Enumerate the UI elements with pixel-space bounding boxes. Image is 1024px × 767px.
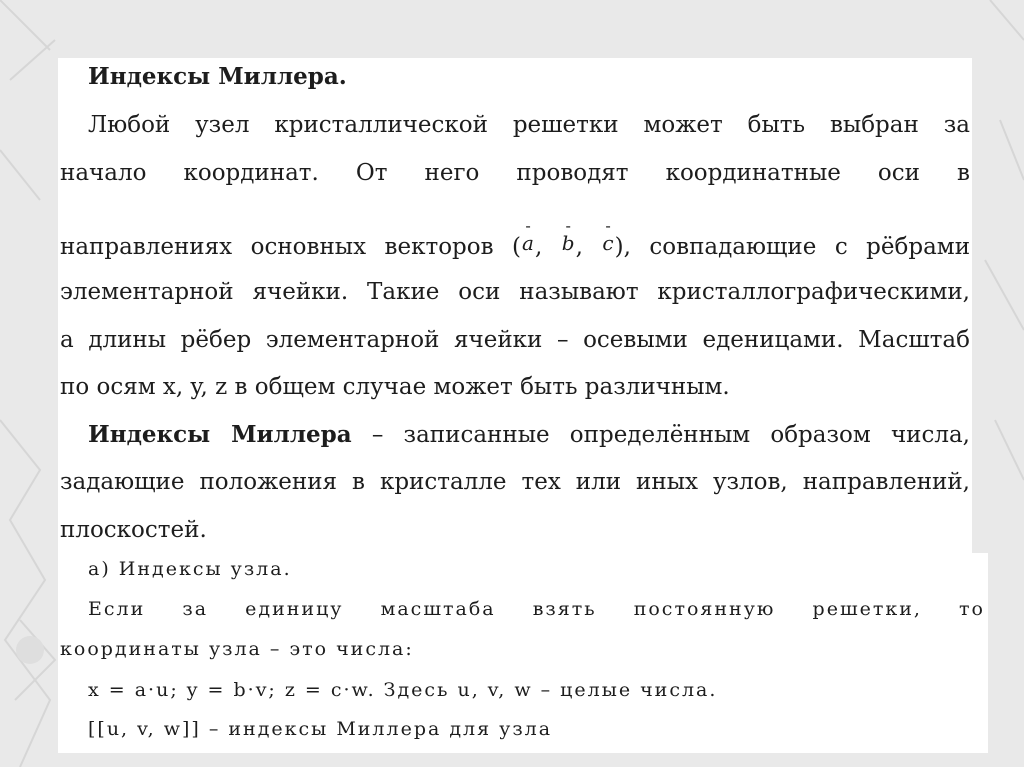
para1-line1: Любой узел кристаллической решетки может быть выбран за — [88, 112, 970, 138]
section-a-line4: [[u, v, w]] – индексы Миллера для узла — [88, 718, 553, 740]
miller-indices-term: Индексы Миллера — [88, 421, 352, 448]
section-a-title: а) Индексы узла. — [88, 558, 292, 580]
vector-b-letter: b — [561, 231, 575, 255]
heading: Индексы Миллера. — [88, 63, 347, 90]
para1-line5: а длины рёбер элементарной ячейки – осевыми еденицами. Масштаб — [60, 327, 970, 353]
separator-1: , — [534, 234, 543, 260]
vector-c — [601, 216, 614, 258]
section-a-line2: координаты узла – это числа: — [60, 638, 414, 660]
vector-c-letter: c — [602, 231, 614, 255]
para1-line3 — [60, 216, 971, 262]
para1-line6: по осям x, y, z в общем случае может быть различным. — [60, 374, 730, 400]
vector-b-bar: - — [565, 216, 571, 235]
para1-line3-start: направлениях основных векторов ( — [60, 234, 522, 260]
vector-c-bar: - — [605, 216, 611, 235]
section-a-line1: Если за единицу масштаба взять постоянную решетки, то — [88, 598, 985, 620]
section-a-line3: x = a·u; y = b·v; z = c·w. Здесь u, v, w – целые числа. — [88, 679, 718, 701]
vector-a — [521, 216, 535, 258]
para2-line3: плоскостей. — [60, 517, 207, 543]
para1-line4: элементарной ячейки. Такие оси называют кристаллографическими, — [60, 279, 970, 305]
para2-line1 — [88, 420, 970, 450]
para1-line2: начало координат. От него проводят координатные оси в — [60, 160, 970, 186]
para2-line2: задающие положения в кристалле тех или иных узлов, направлений, — [60, 469, 970, 495]
para2-line1-rest: – записанные определённым образом числа, — [351, 422, 970, 448]
separator-2: , — [575, 234, 583, 260]
vector-a-letter: a — [522, 231, 534, 255]
vector-b — [561, 216, 576, 258]
vector-a-bar: - — [525, 216, 531, 235]
para1-line3-end: ), совпадающие с рёбрами — [614, 234, 971, 260]
